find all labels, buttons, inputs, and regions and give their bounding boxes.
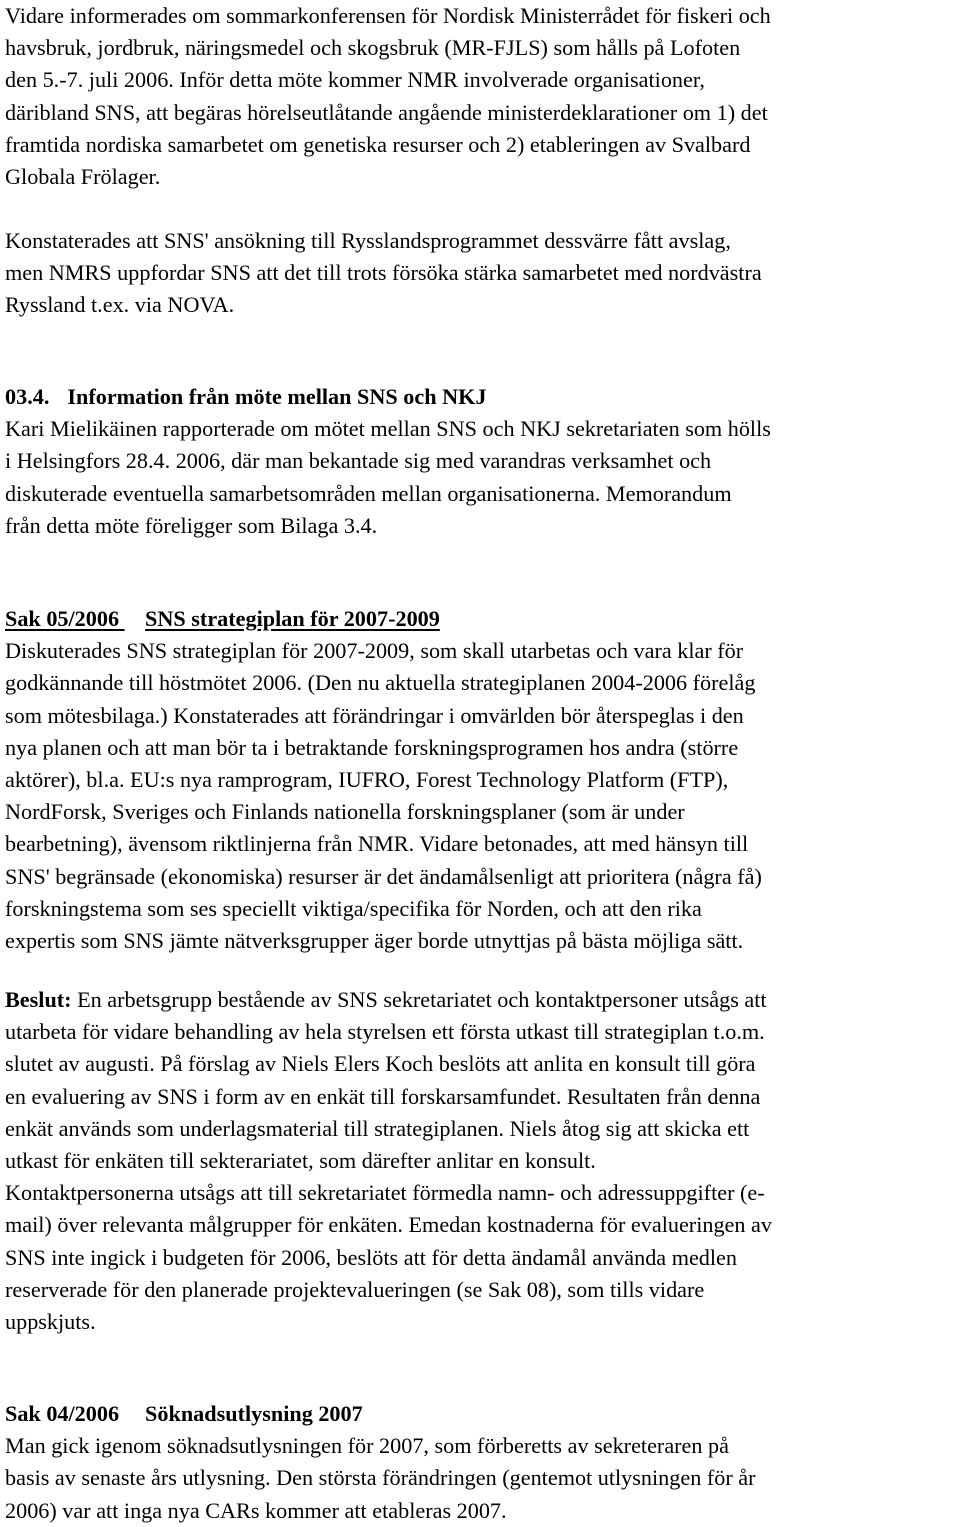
beslut-text: En arbetsgrupp bestående av SNS sekretariatet och kontaktpersoner utsågs att (71, 987, 767, 1012)
text-line (5, 984, 772, 1016)
text-line: Vidare informerades om sommarkonferensen för Nordisk Ministerrådet för fiskeri och (5, 3, 771, 28)
section-title: Information från möte mellan SNS och NKJ (67, 384, 487, 409)
text-line: Diskuterades SNS strategiplan för 2007-2009, som skall utarbetas och vara klar för (5, 638, 744, 664)
text-line: från detta möte föreligger som Bilaga 3.4. (5, 512, 378, 538)
text-line: nya planen och att man bör ta i betraktande forskningsprogramen hos andra (större (5, 734, 739, 760)
text-line: Kontaktpersonerna utsågs att till sekretariatet förmedla namn- och adressuppgifter (e- (5, 1180, 765, 1206)
section-title: Söknadsutlysning 2007 (145, 1401, 363, 1426)
text-line: NordForsk, Sveriges och Finlands nationella forskningsplaner (som är under (5, 799, 685, 825)
section-number: Sak 04/2006 (5, 1401, 120, 1426)
section-heading (5, 1398, 756, 1430)
section-sak-04-2006 (5, 1398, 756, 1527)
beslut-label: Beslut: (5, 987, 72, 1012)
text-line: Ryssland t.ex. via NOVA. (5, 292, 235, 318)
text-line: i Helsingfors 28.4. 2006, där man bekantade sig med varandras verksamhet och (5, 448, 712, 474)
text-line: Globala Frölager. (5, 164, 161, 190)
section-03-4 (5, 381, 771, 542)
text-line: Man gick igenom söknadsutlysningen för 2007, som förberetts av sekreteraren på (5, 1433, 729, 1459)
text-line: framtida nordiska samarbetet om genetiska resurser och 2) etableringen av Svalbard (5, 131, 751, 157)
text-line: mail) över relevanta målgrupper för enkäten. Emedan kostnaderna för evalueringen av (5, 1212, 772, 1238)
text-line: SNS' begränsade (ekonomiska) resurser är det ändamålsenligt att prioritera (några få) (5, 863, 762, 889)
text-line: havsbruk, jordbruk, näringsmedel och skogsbruk (MR-FJLS) som hålls på Lofoten (5, 35, 741, 61)
text-line: SNS inte ingick i budgeten för 2006, beslöts att för detta ändamål använda medlen (5, 1244, 738, 1270)
text-line: enkät används som underlagsmaterial till strategiplanen. Niels åtog sig att skicka ett (5, 1115, 750, 1141)
section-heading (5, 381, 771, 413)
text-line: diskuterade eventuella samarbetsområden mellan organisationerna. Memorandum (5, 480, 732, 506)
text-line: slutet av augusti. På förslag av Niels Elers Koch beslöts att anlita en konsult till göra (5, 1051, 756, 1077)
section-sak-05-2006 (5, 603, 762, 957)
text-line: forskningstema som ses speciellt viktiga/specifika för Norden, och att den rika (5, 895, 702, 921)
text-line: Konstaterades att SNS' ansökning till Rysslandsprogrammet dessvärre fått avslag, (5, 228, 731, 253)
text-line: men NMRS uppfordar SNS att det till trots försöka stärka samarbetet med nordvästra (5, 260, 762, 286)
text-line: uppskjuts. (5, 1309, 96, 1335)
text-line: 2006) var att inga nya CARs kommer att etableras 2007. (5, 1497, 507, 1523)
text-line: Kari Mielikäinen rapporterade om mötet mellan SNS och NKJ sekretariaten som hölls (5, 416, 771, 442)
section-title: SNS strategiplan för 2007-2009 (145, 606, 440, 631)
text-line: godkännande till höstmötet 2006. (Den nu aktuella strategiplanen 2004-2006 förelåg (5, 670, 756, 696)
text-line: expertis som SNS jämte nätverksgrupper äger borde utnyttjas på bästa möjliga sätt. (5, 928, 744, 954)
beslut-paragraph (5, 984, 772, 1338)
text-line: basis av senaste års utlysning. Den största förändringen (gentemot utlysningen för år (5, 1465, 756, 1491)
text-line: utkast för enkäten till sekterariatet, som därefter anlitar en konsult. (5, 1148, 596, 1174)
text-line: däribland SNS, att begäras hörelseutlåtande angående ministerdeklarationer om 1) det (5, 99, 768, 125)
text-line: reserverade för den planerade projektevalueringen (se Sak 08), som tills vidare (5, 1276, 705, 1302)
section-number: 03.4. (5, 384, 50, 409)
section-heading (5, 603, 762, 635)
text-line: som mötesbilaga.) Konstaterades att förändringar i omvärlden bör återspeglas i den (5, 702, 744, 728)
paragraph-mr-fjls (5, 0, 771, 193)
text-line: utarbeta för vidare behandling av hela styrelsen ett första utkast till strategiplan t.o.m. (5, 1019, 765, 1045)
text-line: aktörer), bl.a. EU:s nya ramprogram, IUFRO, Forest Technology Platform (FTP), (5, 767, 729, 793)
text-line: en evaluering av SNS i form av en enkät till forskarsamfundet. Resultaten från denna (5, 1083, 761, 1109)
text-line: bearbetning), ävensom riktlinjerna från NMR. Vidare betonades, att med hänsyn till (5, 831, 749, 857)
section-number: Sak 05/2006 (5, 606, 120, 631)
paragraph-rysslandsprogrammet (5, 225, 762, 322)
text-line: den 5.-7. juli 2006. Inför detta möte kommer NMR involverade organisationer, (5, 67, 705, 93)
